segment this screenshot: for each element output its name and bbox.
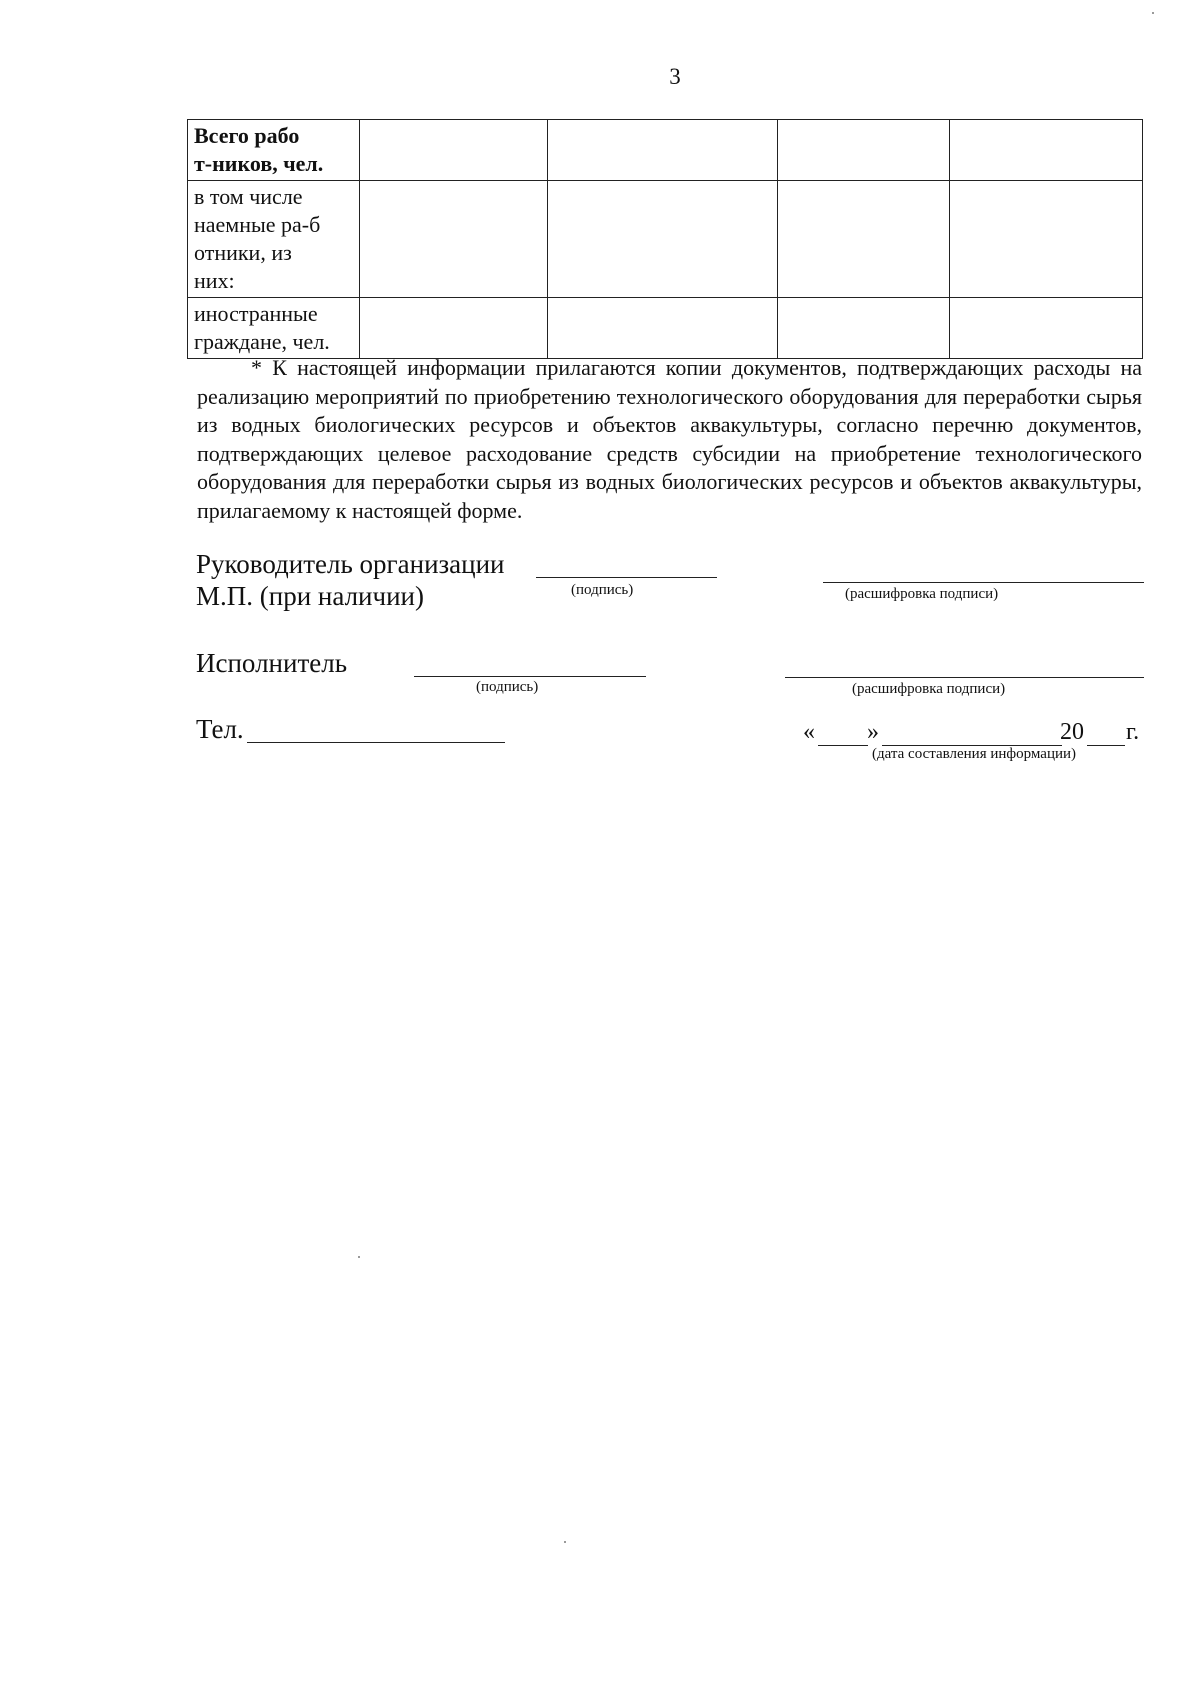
executor-label: Исполнитель (196, 648, 348, 678)
table-cell[interactable] (778, 181, 950, 298)
table-cell[interactable] (950, 120, 1143, 181)
executor-decoding-line[interactable] (785, 677, 1144, 678)
head-decoding-line[interactable] (823, 582, 1144, 583)
scan-speck (358, 1256, 360, 1258)
date-caption: (дата составления информации) (872, 746, 1077, 762)
table-cell[interactable] (778, 298, 950, 359)
table-cell[interactable] (548, 181, 778, 298)
executor-decoding-caption: (расшифровка подписи) (852, 681, 1006, 697)
scan-speck (1152, 12, 1154, 14)
head-label: Руководитель организации (196, 549, 505, 579)
head-signature-caption: (подпись) (571, 582, 634, 598)
table-row-hired-workers (188, 181, 1143, 298)
table-row-foreign-citizens (188, 298, 1143, 359)
phone-label: Тел. (196, 714, 244, 744)
head-decoding-caption: (расшифровка подписи) (845, 586, 999, 602)
row-label-total-workers: Всего рабо т-ников, чел. (188, 120, 360, 181)
date-close-quote: » (867, 719, 879, 745)
phone-line[interactable] (247, 742, 505, 743)
head-signature-line[interactable] (536, 577, 717, 578)
table-cell[interactable] (778, 120, 950, 181)
date-year-suffix: г. (1126, 719, 1140, 745)
workers-table (187, 119, 1143, 359)
row-label-foreign-citizens: иностранные граждане, чел. (188, 298, 360, 359)
page-number: 3 (669, 64, 681, 89)
executor-signature-caption: (подпись) (476, 679, 539, 695)
date-year-prefix: 20 (1060, 719, 1084, 745)
table-cell[interactable] (360, 120, 548, 181)
table-cell[interactable] (548, 298, 778, 359)
table-cell[interactable] (360, 181, 548, 298)
date-day-line[interactable] (818, 745, 868, 746)
table-row-total-workers (188, 120, 1143, 181)
scan-speck (564, 1541, 566, 1543)
table-cell[interactable] (360, 298, 548, 359)
executor-signature-line[interactable] (414, 676, 646, 677)
table-cell[interactable] (548, 120, 778, 181)
stamp-label: М.П. (при наличии) (196, 581, 424, 611)
date-year-line[interactable] (1087, 745, 1125, 746)
footnote: * К настоящей информации прилагаются копии документов, подтверждающих расходы на реализацию мероприятий по приобретению технологического оборудования для переработки сырья из водных биологических ресурсов и объектов аквакультуры, согласно перечню документов, подтверждающих целевое расходование средств субсидии на приобретение технологического оборудования для переработки сырья из водных биологических ресурсов и объектов аквакультуры, прилагаемому к настоящей форме. (197, 355, 1142, 523)
date-open-quote: « (803, 719, 815, 745)
row-label-hired-workers: в том числе наемные ра-б отники, из них: (188, 181, 360, 298)
table-cell[interactable] (950, 298, 1143, 359)
table-cell[interactable] (950, 181, 1143, 298)
